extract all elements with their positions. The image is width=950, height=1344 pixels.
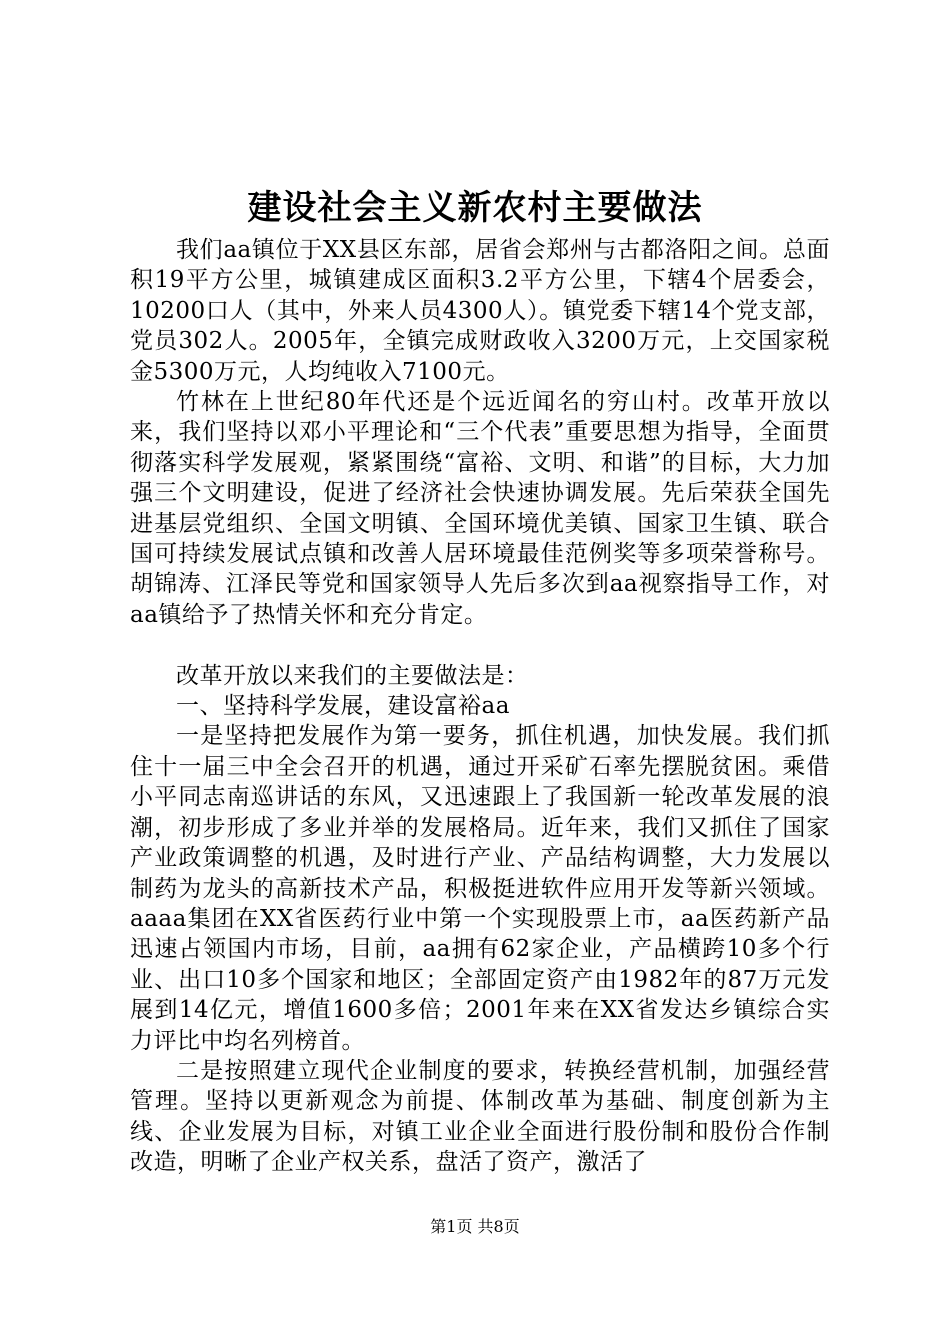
paragraph-point-2: 二是按照建立现代企业制度的要求，转换经营机制，加强经营管理。坚持以更新观念为前提、体制改革为基础、制度创新为主线、企业发展为目标，对镇工业企业全面进行股份制和股份合作制改造，明晰了企业产权关系，盘活了资产，激活了 (130, 1057, 830, 1176)
page-footer: 第1页 共8页 (430, 1217, 520, 1236)
paragraph-spacer (130, 630, 830, 660)
paragraph-intro: 我们aa镇位于XX县区东部，居省会郑州与古都洛阳之间。总面积19平方公里，城镇建成区面积3.2平方公里，下辖4个居委会，10200口人（其中，外来人员4300人）。镇党委下辖14个党支部，党员302人。2005年，全镇完成财政收入3200万元，上交国家税金5300万元，人均纯收入7100元。 (130, 237, 830, 385)
document-title: 建设社会主义新农村主要做法 (247, 188, 703, 228)
paragraph-history: 竹林在上世纪80年代还是个远近闻名的穷山村。改革开放以来，我们坚持以邓小平理论和“三个代表”重要思想为指导，全面贯彻落实科学发展观，紧紧围绕“富裕、文明、和谐”的目标，大力加强三个文明建设，促进了经济社会快速协调发展。先后荣获全国先进基层党组织、全国文明镇、全国环境优美镇、国家卫生镇、联合国可持续发展试点镇和改善人居环境最佳范例奖等多项荣誉称号。胡锦涛、江泽民等党和国家领导人先后多次到aa视察指导工作，对aa镇给予了热情关怀和充分肯定。 (130, 389, 830, 628)
paragraph-point-1: 一是坚持把发展作为第一要务，抓住机遇，加快发展。我们抓住十一届三中全会召开的机遇，通过开采矿石率先摆脱贫困。乘借小平同志南巡讲话的东风，又迅速跟上了我国新一轮改革发展的浪潮，初步形成了多业并举的发展格局。近年来，我们又抓住了国家产业政策调整的机遇，及时进行产业、产品结构调整，大力发展以制药为龙头的高新技术产品，积极挺进软件应用开发等新兴领域。aaaa集团在XX省医药行业中第一个实现股票上市，aa医药新产品迅速占领国内市场，目前，aa拥有62家企业，产品横跨10多个行业、出口10多个国家和地区；全部固定资产由1982年的87万元发展到14亿元，增值1600多倍；2001年来在XX省发达乡镇综合实力评比中均名列榜首。 (130, 723, 830, 1054)
paragraph-main-practices: 改革开放以来我们的主要做法是： (176, 662, 529, 689)
document-body (130, 235, 830, 1178)
section-heading-1: 一、坚持科学发展，建设富裕aa (176, 693, 510, 720)
